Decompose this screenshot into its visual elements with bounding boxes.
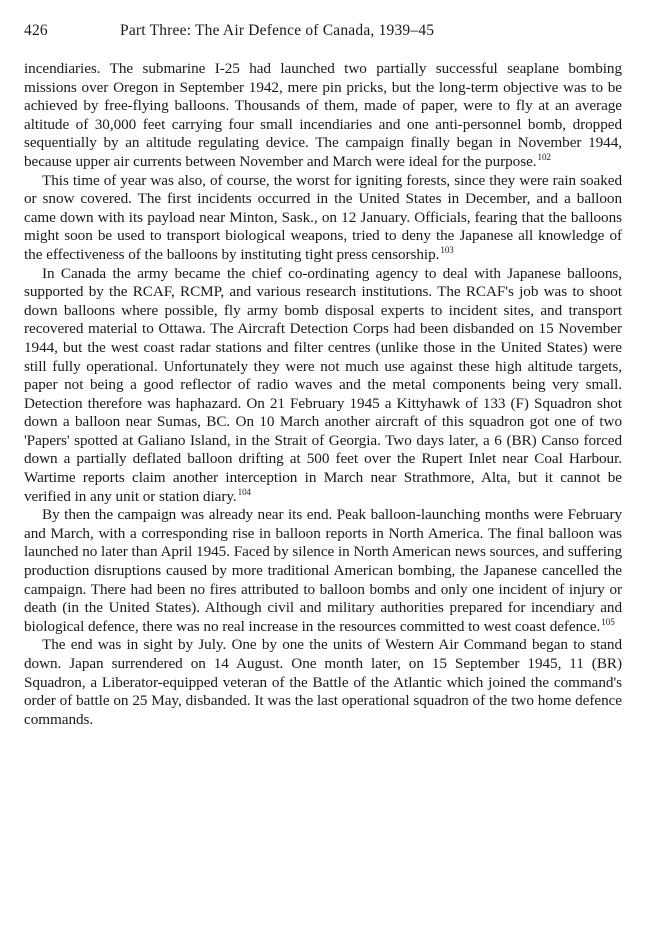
footnote-ref: 105 (601, 616, 615, 627)
running-title: Part Three: The Air Defence of Canada, 1939–45 (120, 22, 435, 39)
paragraph-4 (24, 506, 622, 636)
body-text (24, 60, 622, 729)
paragraph-text: This time of year was also, of course, the worst for igniting forests, since they were rain soaked or snow covered. The first incidents occurred in the United States in December, and a balloon came down with its payload near Minton, Sask., on 12 January. Officials, fearing that the balloons might soon be used to transport biological weapons, tried to deny the Japanese all knowledge of the effectiveness of the balloons by instituting tight press censorship. (24, 171, 622, 263)
paragraph-text: In Canada the army became the chief co-ordinating agency to deal with Japanese balloons, supported by the RCAF, RCMP, and various research institutions. The RCAF's job was to shoot down balloons where possible, fly army bomb disposal experts to incident sites, and transport recovered material to Ottawa. The Aircraft Detection Corps had been disbanded on 15 November 1944, but the west coast radar stations and filter centres (unlike those in the United States) were still fully operational. Unfortunately they were not much use against these high altitude targets, paper not being a good reflector of radio waves and the metal components being very small. Detection therefore was haphazard. On 21 February 1945 a Kittyhawk of 133 (F) Squadron shot down a balloon near Sumas, BC. On 10 March another aircraft of this squadron got one of two 'Papers' spotted at Galiano Island, in the Strait of Georgia. Two days later, a 6 (BR) Canso forced down a partially deflated balloon drifting at 500 feet over the Rupert Inlet near Coal Harbour. Wartime reports claim another interception in March near Strathmore, Alta, but it cannot be verified in any unit or station diary. (24, 264, 622, 505)
paragraph-5 (24, 636, 622, 729)
footnote-ref: 102 (537, 151, 551, 162)
page-number: 426 (24, 22, 48, 39)
running-head (24, 22, 622, 50)
paragraph-1 (24, 60, 622, 172)
paragraph-text: The end was in sight by July. One by one the units of Western Air Command began to stand down. Japan surrendered on 14 August. One month later, on 15 September 1945, 11 (BR) Squadron, a Liberator-equipped veteran of the Battle of the Atlantic which joined the command's order of battle on 25 May, disbanded. It was the last operational squadron of the two home defence commands. (24, 636, 622, 728)
paragraph-2 (24, 172, 622, 265)
footnote-ref: 104 (237, 486, 251, 497)
paragraph-3 (24, 265, 622, 507)
paragraph-text: incendiaries. The submarine I-25 had launched two partially successful seaplane bombing missions over Oregon in September 1942, mere pin pricks, but the long-term objective was to be achieved by free-flying balloons. Thousands of them, made of paper, were to fly at an average altitude of 30,000 feet carrying four small incendiaries and one anti-personnel bomb, dropped sequentially by an altitude regulating device. The campaign finally began in November 1944, because upper air currents between November and March were ideal for the purpose. (24, 60, 622, 170)
footnote-ref: 103 (440, 244, 454, 255)
paragraph-text: By then the campaign was already near its end. Peak balloon-launching months were February and March, with a corresponding rise in balloon reports in North America. The final balloon was launched no later than April 1945. Faced by silence in North American news sources, and suffering production disruptions caused by more traditional American bombing, the Japanese cancelled the campaign. There had been no fires attributed to balloon bombs and only one incident of injury or death (in the United States). Although civil and military authorities prepared for incendiary and biological defence, there was no real increase in the resources committed to west coast defence. (24, 506, 622, 635)
